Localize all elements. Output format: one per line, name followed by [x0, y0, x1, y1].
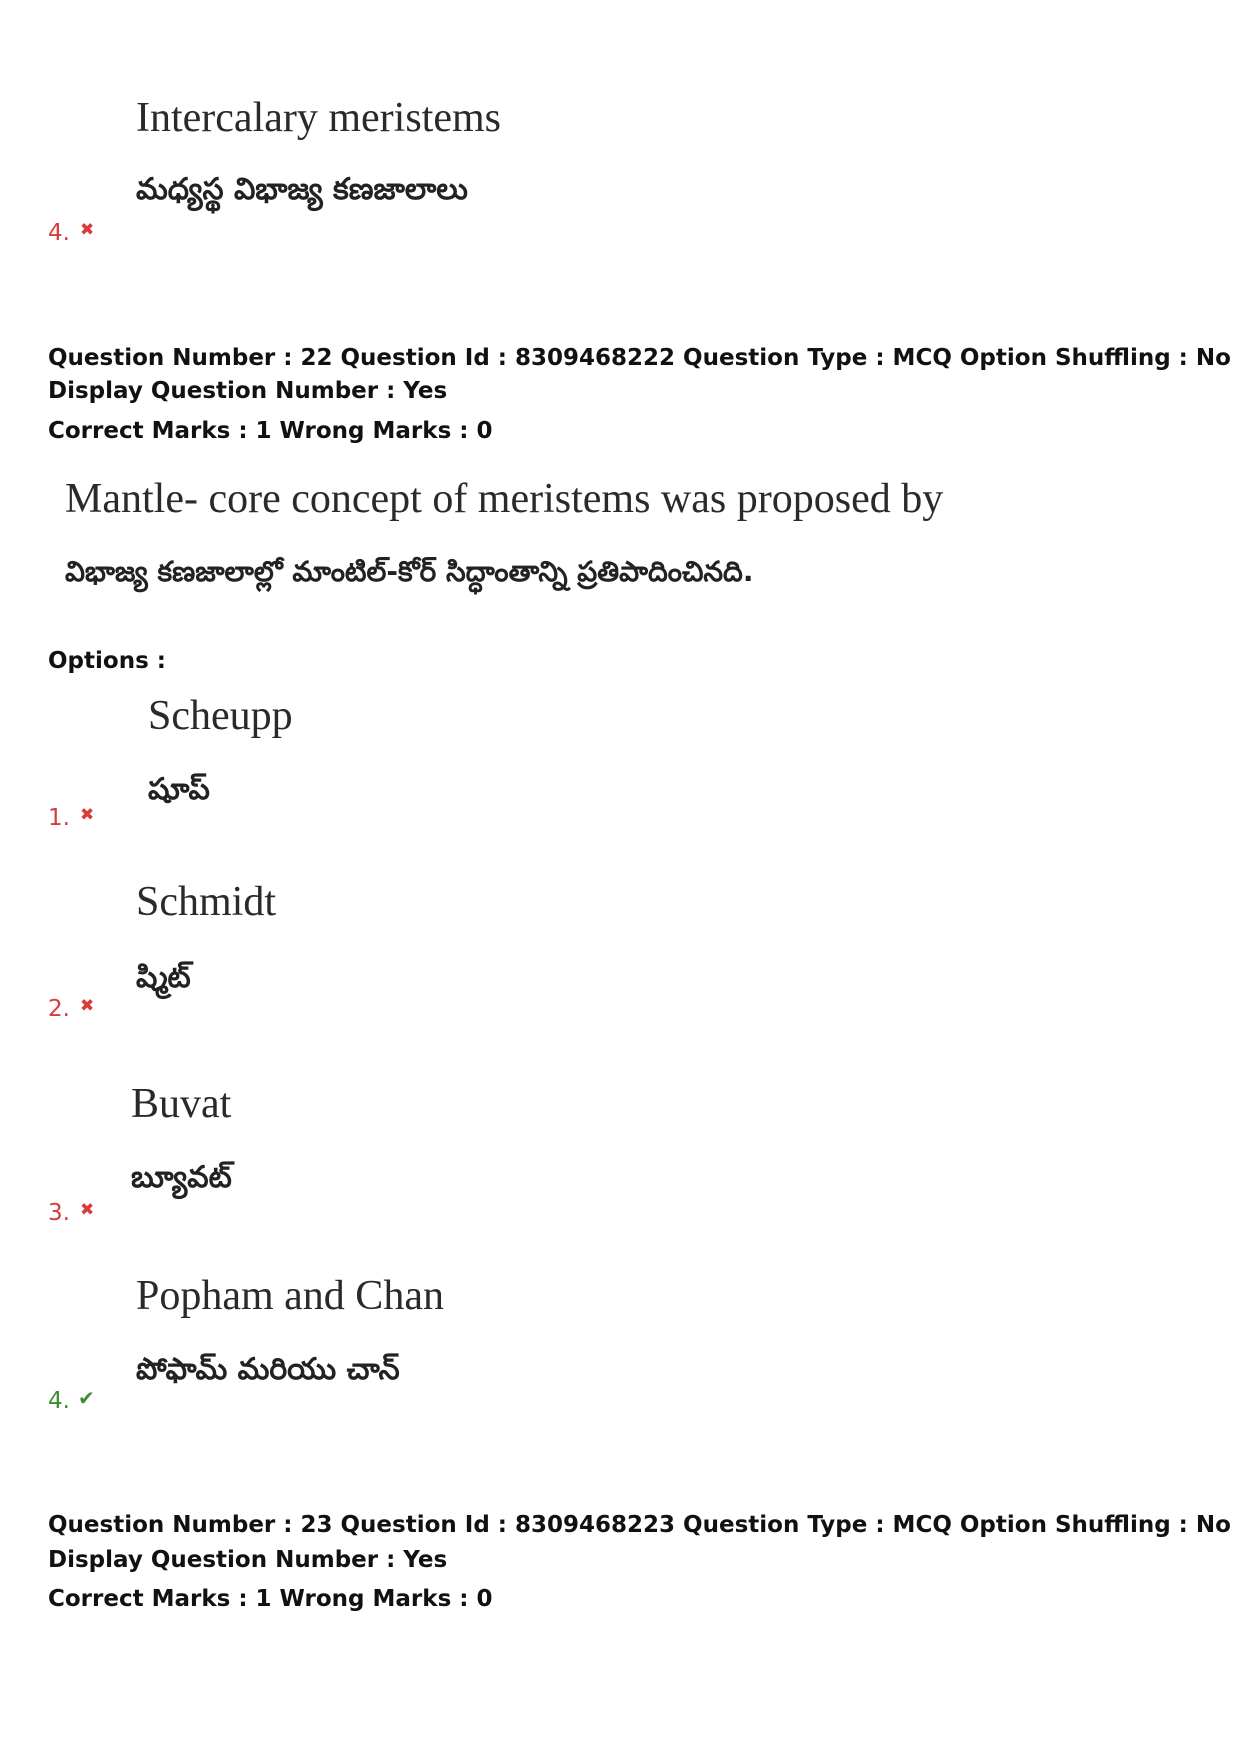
option-1-number: 1.	[48, 805, 70, 831]
option-4-number: 4.	[48, 1388, 70, 1414]
prev-option-4-telugu: మధ్యస్థ విభాజ్య కణజాలాలు	[136, 172, 468, 207]
prev-option-4-english: Intercalary meristems	[136, 95, 501, 141]
option-1-english: Scheupp	[148, 693, 293, 739]
cross-icon: ✖	[80, 1200, 95, 1220]
question-23-marks: Correct Marks : 1 Wrong Marks : 0	[48, 1586, 493, 1612]
prev-option-4-number: 4.	[48, 220, 70, 246]
option-2-number: 2.	[48, 996, 70, 1022]
question-22-telugu: విభాజ్య కణజాలాల్లో మాంటిల్-కోర్ సిద్ధాంతాన్ని ప్రతిపాదించినది.	[65, 555, 754, 588]
cross-icon: ✖	[80, 220, 95, 240]
question-22-marks: Correct Marks : 1 Wrong Marks : 0	[48, 418, 493, 444]
check-icon: ✔	[78, 1386, 95, 1410]
options-label: Options :	[48, 648, 166, 674]
question-23-display-number: Display Question Number : Yes	[48, 1547, 448, 1573]
option-1-telugu: షూప్	[148, 772, 210, 807]
question-23-info: Question Number : 23 Question Id : 8309468223 Question Type : MCQ Option Shuffling : No	[48, 1512, 1231, 1538]
option-2-english: Schmidt	[136, 879, 277, 925]
option-4-telugu: పోఫామ్ మరియు చాన్	[136, 1352, 400, 1387]
option-3-english: Buvat	[131, 1081, 232, 1127]
question-22-english: Mantle- core concept of meristems was proposed by	[65, 476, 944, 522]
cross-icon: ✖	[80, 805, 95, 825]
cross-icon: ✖	[80, 996, 95, 1016]
option-2-telugu: ష్మిట్	[136, 960, 191, 995]
option-4-english: Popham and Chan	[136, 1273, 444, 1319]
question-22-info: Question Number : 22 Question Id : 8309468222 Question Type : MCQ Option Shuffling : No	[48, 345, 1231, 371]
question-22-display-number: Display Question Number : Yes	[48, 378, 448, 404]
option-3-telugu: బ్యూవట్	[131, 1160, 232, 1195]
option-3-number: 3.	[48, 1200, 70, 1226]
